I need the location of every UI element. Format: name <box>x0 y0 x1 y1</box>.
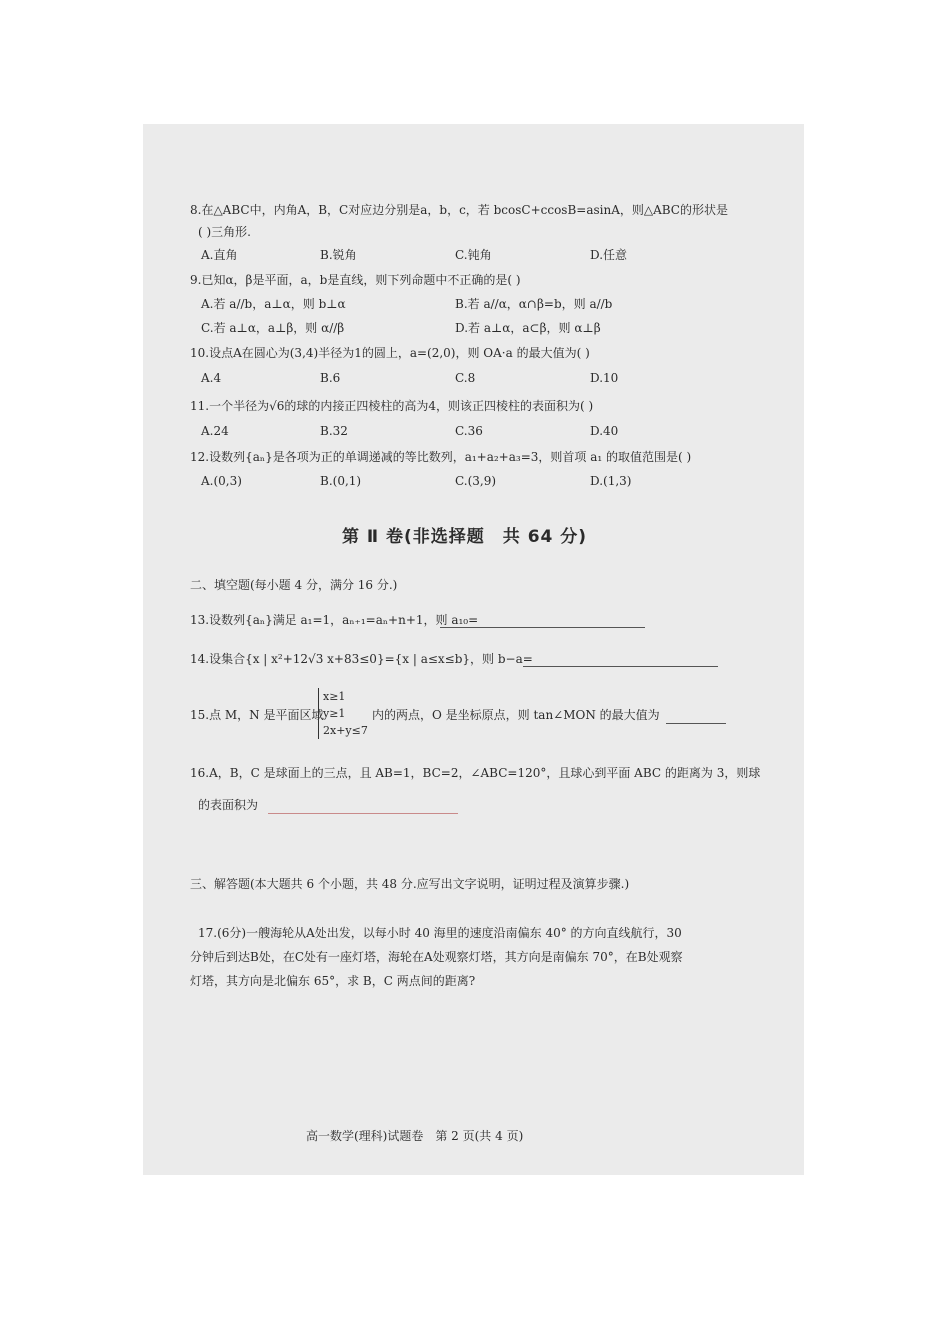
q11-option-b: B.32 <box>320 424 348 438</box>
q14-stem: 14.设集合{x | x²+12√3 x+83≤0}={x | a≤x≤b}，则 b−a= <box>190 652 533 666</box>
q16-line1: 16.A，B，C 是球面上的三点，且 AB=1，BC=2，∠ABC=120°，且球心到平面 ABC 的距离为 3，则球 <box>190 766 761 780</box>
q11-option-c: C.36 <box>455 424 483 438</box>
q11-stem: 11.一个半径为√6的球的内接正四棱柱的高为4，则该正四棱柱的表面积为( ) <box>190 399 594 413</box>
q9-stem: 9.已知α，β是平面，a，b是直线，则下列命题中不正确的是( ) <box>190 273 521 287</box>
q12-stem: 12.设数列{aₙ}是各项为正的单调递减的等比数列，a₁+a₂+a₃=3，则首项 a₁ 的取值范围是( ) <box>190 450 692 464</box>
q10-option-a: A.4 <box>201 371 222 385</box>
q15-ineq-1: x≥1 <box>323 690 346 703</box>
q11-option-d: D.40 <box>590 424 619 438</box>
q15-ineq-3: 2x+y≤7 <box>323 724 368 737</box>
q17-line3: 灯塔，其方向是北偏东 65°，求 B，C 两点间的距离? <box>190 974 476 988</box>
q9-option-c: C.若 a⊥α，a⊥β，则 α//β <box>201 321 345 335</box>
q17-line2: 分钟后到达B处，在C处有一座灯塔，海轮在A处观察灯塔，其方向是南偏东 70°，在B处观察 <box>190 950 683 964</box>
q9-option-d: D.若 a⊥α，a⊂β，则 α⊥β <box>455 321 601 335</box>
q15-prefix: 15.点 M，N 是平面区域 <box>190 708 324 722</box>
q10-option-c: C.8 <box>455 371 476 385</box>
section2-title: 第 Ⅱ 卷(非选择题 共 64 分) <box>342 527 588 547</box>
q8-line1: 8.在△ABC中，内角A，B，C对应边分别是a，b，c，若 bcosC+ccosB=asinA，则△ABC的形状是 <box>190 203 728 217</box>
q10-option-d: D.10 <box>590 371 619 385</box>
q8-option-a: A.直角 <box>201 248 238 262</box>
q12-option-a: A.(0,3) <box>201 474 242 488</box>
q9-option-b: B.若 a//α，α∩β=b，则 a//b <box>455 297 613 311</box>
q8-line2: ( )三角形. <box>198 225 251 239</box>
fill-heading: 二、填空题(每小题 4 分，满分 16 分.) <box>190 578 398 592</box>
solve-heading: 三、解答题(本大题共 6 个小题，共 48 分.应写出文字说明，证明过程及演算步骤.) <box>190 877 630 891</box>
q14-answer-blank[interactable] <box>523 665 718 667</box>
q16-answer-blank[interactable] <box>268 812 458 814</box>
q15-ineq-2: y≥1 <box>323 707 346 720</box>
q8-option-b: B.锐角 <box>320 248 357 262</box>
q16-line2: 的表面积为 <box>198 798 259 812</box>
q12-option-d: D.(1,3) <box>590 474 632 488</box>
q10-option-b: B.6 <box>320 371 341 385</box>
q15-inequality-system <box>318 688 368 739</box>
q9-option-a: A.若 a//b，a⊥α，则 b⊥α <box>201 297 346 311</box>
q12-option-b: B.(0,1) <box>320 474 362 488</box>
q15-suffix: 内的两点，O 是坐标原点，则 tan∠MON 的最大值为 <box>372 708 660 722</box>
q10-stem: 10.设点A在圆心为(3,4)半径为1的圆上，a=(2,0)，则 OA·a 的最大值为( ) <box>190 346 590 360</box>
q15-answer-blank[interactable] <box>666 722 726 724</box>
q13-stem: 13.设数列{aₙ}满足 a₁=1，aₙ₊₁=aₙ+n+1，则 a₁₀= <box>190 613 479 627</box>
q12-option-c: C.(3,9) <box>455 474 497 488</box>
q11-option-a: A.24 <box>201 424 229 438</box>
q13-answer-blank[interactable] <box>440 626 645 628</box>
q17-line1: 17.(6分)一艘海轮从A处出发，以每小时 40 海里的速度沿南偏东 40° 的方向直线航行，30 <box>198 926 682 940</box>
q8-option-d: D.任意 <box>590 248 628 262</box>
q8-option-c: C.钝角 <box>455 248 492 262</box>
page-footer: 高一数学(理科)试题卷 第 2 页(共 4 页) <box>306 1129 524 1143</box>
